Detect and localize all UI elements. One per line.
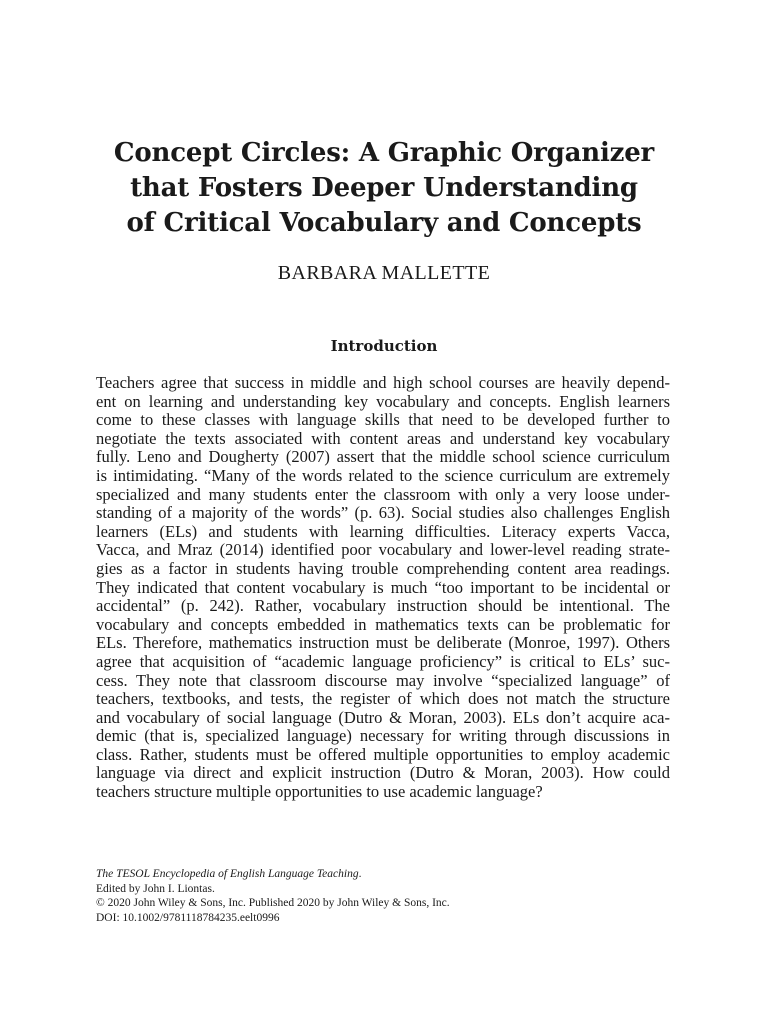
publication-title: The TESOL Encyclopedia of English Language Teaching [96,868,359,880]
title-line: that Fosters Deeper Understanding [130,173,638,203]
body-line: teachers structure multiple opportunities to use academic language? [96,782,543,802]
body-line: ent on learning and understanding key vocabulary and concepts. English learners [96,391,670,411]
body-line: fully. Leno and Dougherty (2007) assert that the middle school science curriculum [96,447,670,467]
footer-editor-line: Edited by John I. Liontas. [96,882,215,895]
body-line: Vacca, and Mraz (2014) identified poor vocabulary and lower-level reading strate- [96,540,670,560]
body-line: cess. They note that classroom discourse may involve “specialized language” of [96,670,670,690]
body-line: demic (that is, specialized language) necessary for writing through discussions in [96,726,670,746]
body-line: class. Rather, students must be offered multiple opportunities to employ academic [96,744,670,764]
article-title [0,136,768,241]
body-line: vocabulary and concepts embedded in mathematics texts can be problematic for [96,614,670,634]
citation-footer [96,867,670,925]
body-line: agree that acquisition of “academic language proficiency” is critical to ELs’ suc- [96,651,670,671]
author-name: BARBARA MALLETTE [277,262,491,284]
footer-copyright-line: © 2020 John Wiley & Sons, Inc. Published 2020 by John Wiley & Sons, Inc. [96,897,450,909]
publication-suffix: . [358,868,362,880]
body-paragraph [96,374,670,802]
body-line: learners (ELs) and students with learning difficulties. Literacy experts Vacca, [96,521,670,541]
body-line: accidental” (p. 242). Rather, vocabulary instruction should be intentional. The [96,596,670,616]
title-line: of Critical Vocabulary and Concepts [126,208,642,238]
footer-doi-line: DOI: 10.1002/9781118784235.eelt0996 [96,911,280,924]
body-line: come to these classes with language skills that need to be developed further to [96,410,670,430]
title-line: Concept Circles: A Graphic Organizer [113,138,655,168]
body-line: gies as a factor in students having trouble comprehending content area readings. [96,558,670,578]
footer-publication-line [96,867,670,882]
body-line: is intimidating. “Many of the words related to the science curriculum are extremely [96,465,670,485]
body-line: ELs. Therefore, mathematics instruction must be deliberate (Monroe, 1997). Others [96,633,670,653]
body-line: They indicated that content vocabulary is much “too important to be incidental or [96,577,670,597]
body-line: teachers, textbooks, and tests, the register of which does not match the structure [96,689,670,709]
body-line: negotiate the texts associated with content areas and understand key vocabulary [96,428,670,448]
body-line: and vocabulary of social language (Dutro & Moran, 2003). ELs don’t acquire aca- [96,707,670,727]
body-line: language via direct and explicit instruction (Dutro & Moran, 2003). How could [96,763,670,783]
section-heading-introduction: Introduction [330,337,438,355]
body-line: specialized and many students enter the classroom with only a very loose under- [96,484,670,504]
body-line: standing of a majority of the words” (p. 63). Social studies also challenges English [96,503,670,523]
body-line: Teachers agree that success in middle and high school courses are heavily depend- [96,373,670,392]
